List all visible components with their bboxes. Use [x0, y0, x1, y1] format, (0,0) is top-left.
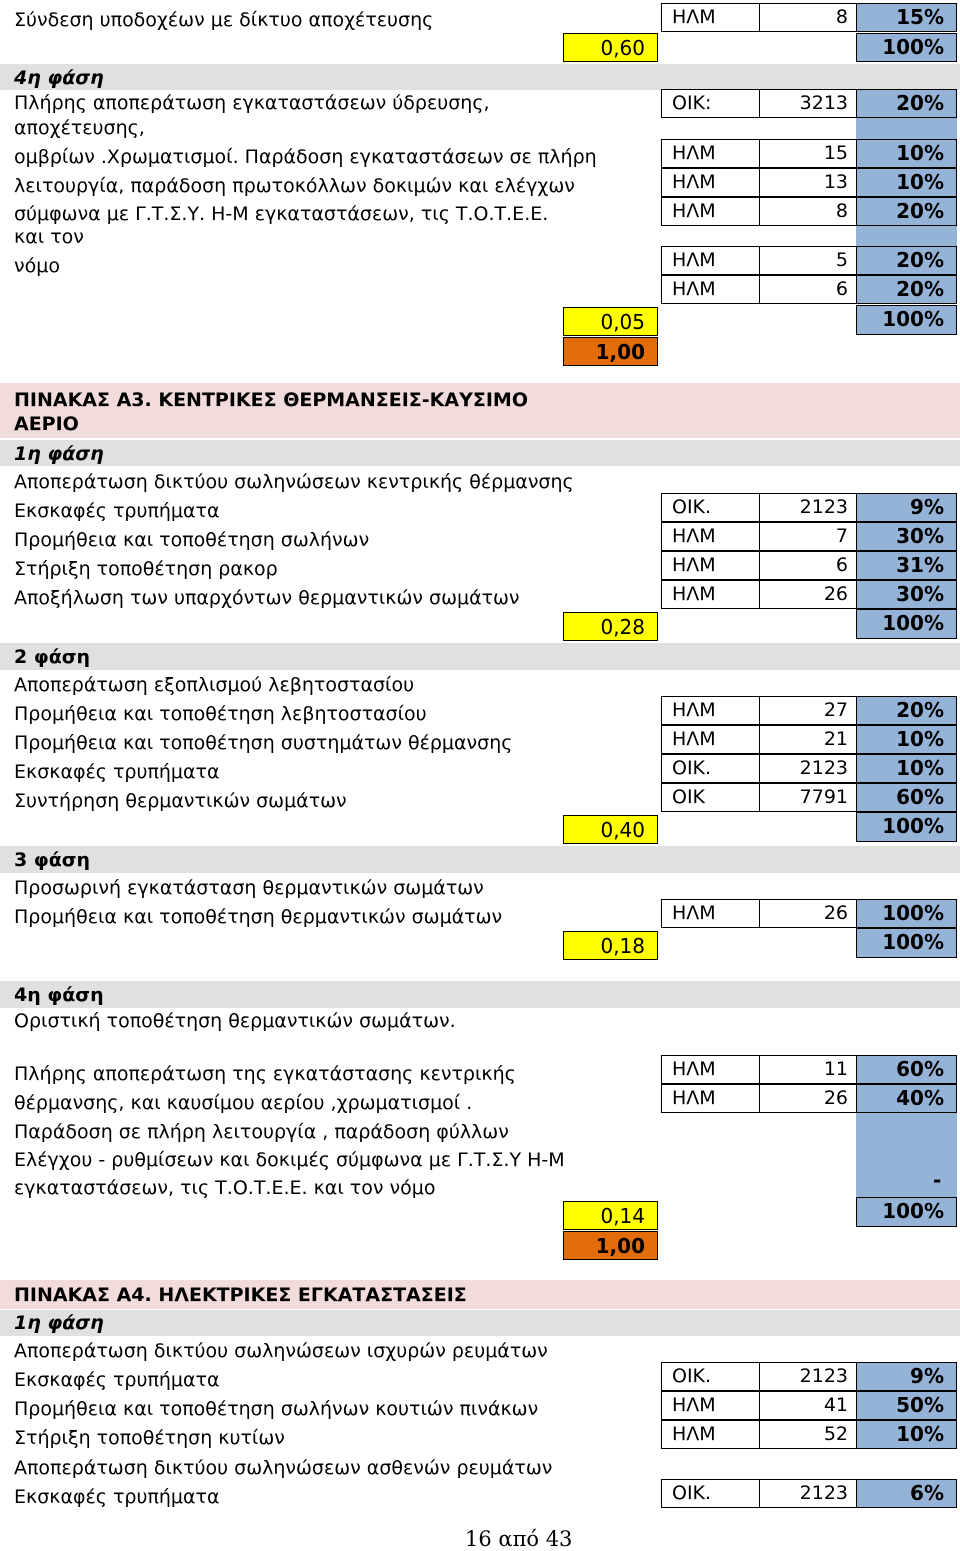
percent-cell: 10% [856, 1420, 957, 1449]
percent-total-cell: 100% [856, 33, 957, 62]
description-line: και τον [14, 226, 84, 248]
subtotal-cell: 0,05 [563, 307, 658, 336]
percent-cell: 9% [856, 1362, 957, 1391]
row-description: Εκσκαφές τρυπήματα [14, 500, 220, 522]
percent-cell: 20% [856, 275, 957, 304]
quantity-cell: 2123 [759, 754, 857, 783]
row-description: Εκσκαφές τρυπήματα [14, 1486, 220, 1508]
code-cell: ΗΛΜ [661, 246, 760, 275]
code-cell: ΟΙΚ. [661, 1479, 760, 1508]
percent-spacer [856, 118, 957, 139]
subtotal-cell: 0,60 [563, 33, 658, 62]
description-line: λειτουργία, παράδοση πρωτοκόλλων δοκιμών και ελέγχων [14, 175, 575, 197]
row-description: Στήριξη τοποθέτηση ρακορ [14, 558, 278, 580]
subtotal-cell: 0,28 [563, 612, 658, 641]
subtotal-cell: 0,18 [563, 931, 658, 960]
percent-cell: 31% [856, 551, 957, 580]
phase-heading: Αποπεράτωση δικτύου σωληνώσεων ασθενών ρευμάτων [14, 1457, 553, 1479]
phase-band [0, 643, 960, 670]
dash-mark: - [933, 1168, 942, 1192]
percent-total-cell: 100% [856, 812, 957, 842]
phase-band [0, 981, 960, 1008]
percent-cell: 10% [856, 754, 957, 783]
percent-cell: 6% [856, 1479, 957, 1508]
phase-heading: Αποπεράτωση δικτύου σωληνώσεων ισχυρών ρευμάτων [14, 1340, 548, 1362]
phase-band [0, 1310, 960, 1336]
row-description: Προμήθεια και τοποθέτηση λεβητοστασίου [14, 703, 427, 725]
percent-cell: 20% [856, 89, 957, 118]
quantity-cell: 41 [759, 1391, 857, 1420]
phase-label: 1η φάση [14, 443, 104, 465]
subtotal-cell: 0,14 [563, 1201, 658, 1230]
phase-band [0, 846, 960, 873]
percent-cell: 9% [856, 493, 957, 522]
quantity-cell: 6 [759, 275, 857, 304]
code-cell: ΗΛΜ [661, 580, 760, 609]
phase-label: 3 φάση [14, 849, 91, 871]
code-cell: ΗΛΜ [661, 522, 760, 551]
row-description: Στήριξη τοποθέτηση κυτίων [14, 1427, 285, 1449]
phase-band [0, 64, 960, 90]
quantity-cell: 26 [759, 580, 857, 609]
phase-heading: Αποπεράτωση εξοπλισμού λεβητοστασίου [14, 674, 415, 696]
code-cell: ΗΛΜ [661, 899, 760, 928]
phase-heading: Προσωρινή εγκατάσταση θερμαντικών σωμάτων [14, 877, 484, 899]
percent-cell: 15% [856, 3, 957, 32]
description-line: θέρμανσης, και καυσίμου αερίου ,χρωματισμοί . [14, 1092, 473, 1114]
quantity-cell: 2123 [759, 493, 857, 522]
percent-total-cell: 100% [856, 1197, 957, 1227]
percent-cell: 100% [856, 899, 957, 928]
quantity-cell: 15 [759, 139, 857, 168]
quantity-cell: 26 [759, 1084, 857, 1113]
quantity-cell: 11 [759, 1055, 857, 1084]
quantity-cell: 3213 [759, 89, 857, 118]
phase-band [0, 440, 960, 466]
percent-cell: 60% [856, 1055, 957, 1084]
code-cell: ΗΛΜ [661, 1391, 760, 1420]
phase-label: 4η φάση [14, 67, 104, 89]
percent-total-cell: 100% [856, 305, 957, 335]
description-line: Πλήρης αποπεράτωση εγκαταστάσεων ύδρευσης, [14, 92, 490, 114]
percent-cell: 60% [856, 783, 957, 812]
table-title: ΠΙΝΑΚΑΣ Α3. ΚΕΝΤΡΙΚΕΣ ΘΕΡΜΑΝΣΕΙΣ-ΚΑΥΣΙΜΟ [14, 389, 528, 411]
code-cell: ΗΛΜ [661, 3, 760, 32]
percent-total-cell: 100% [856, 609, 957, 639]
quantity-cell: 52 [759, 1420, 857, 1449]
phase-label: 1η φάση [14, 1312, 104, 1334]
quantity-cell: 27 [759, 696, 857, 725]
row-description: Αποξήλωση των υπαρχόντων θερμαντικών σωμάτων [14, 587, 520, 609]
code-cell: ΗΛΜ [661, 1420, 760, 1449]
total-cell: 1,00 [563, 1231, 658, 1260]
percent-spacer [856, 226, 957, 246]
percent-cell: 10% [856, 168, 957, 197]
percent-cell: 10% [856, 725, 957, 754]
percent-cell: 40% [856, 1084, 957, 1113]
description-line: Ελέγχου - ρυθμίσεων και δοκιμές σύμφωνα με Γ.Τ.Σ.Υ Η-Μ [14, 1149, 565, 1171]
code-cell: ΟΙΚ. [661, 754, 760, 783]
phase-label: 4η φάση [14, 984, 104, 1006]
phase-heading: Οριστική τοποθέτηση θερμαντικών σωμάτων. [14, 1010, 456, 1032]
description-line: σύμφωνα με Γ.Τ.Σ.Υ. Η-Μ εγκαταστάσεων, τις Τ.Ο.Τ.Ε.Ε. [14, 203, 549, 225]
description-line: Πλήρης αποπεράτωση της εγκατάστασης κεντρικής [14, 1063, 516, 1085]
code-cell: ΗΛΜ [661, 1084, 760, 1113]
code-cell: ΟΙΚ: [661, 89, 760, 118]
percent-cell: 20% [856, 246, 957, 275]
quantity-cell: 2123 [759, 1479, 857, 1508]
table-title: ΠΙΝΑΚΑΣ Α4. ΗΛΕΚΤΡΙΚΕΣ ΕΓΚΑΤΑΣΤΑΣΕΙΣ [14, 1284, 467, 1306]
row-description: Προμήθεια και τοποθέτηση συστημάτων θέρμανσης [14, 732, 513, 754]
phase-heading: Αποπεράτωση δικτύου σωληνώσεων κεντρικής θέρμανσης [14, 471, 574, 493]
description-line: εγκαταστάσεων, τις Τ.Ο.Τ.Ε.Ε. και τον νόμο [14, 1177, 436, 1199]
code-cell: ΗΛΜ [661, 168, 760, 197]
code-cell: ΟΙΚ [661, 783, 760, 812]
description-line: ομβρίων .Χρωματισμοί. Παράδοση εγκαταστάσεων σε πλήρη [14, 146, 597, 168]
row-description: Σύνδεση υποδοχέων με δίκτυο αποχέτευσης [14, 9, 434, 31]
code-cell: ΟΙΚ. [661, 493, 760, 522]
code-cell: ΗΛΜ [661, 1055, 760, 1084]
quantity-cell: 2123 [759, 1362, 857, 1391]
phase-label: 2 φάση [14, 646, 91, 668]
description-line: νόμο [14, 255, 60, 277]
page-number: 16 από 43 [465, 1527, 573, 1551]
percent-cell: 20% [856, 197, 957, 226]
row-description: Προμήθεια και τοποθέτηση θερμαντικών σωμάτων [14, 906, 503, 928]
code-cell: ΗΛΜ [661, 551, 760, 580]
percent-cell: 30% [856, 580, 957, 609]
code-cell: ΗΛΜ [661, 725, 760, 754]
percent-cell: 30% [856, 522, 957, 551]
code-cell: ΟΙΚ. [661, 1362, 760, 1391]
quantity-cell: 21 [759, 725, 857, 754]
quantity-cell: 8 [759, 3, 857, 32]
percent-spacer [856, 1113, 957, 1197]
percent-cell: 20% [856, 696, 957, 725]
quantity-cell: 26 [759, 899, 857, 928]
description-line: Παράδοση σε πλήρη λειτουργία , παράδοση φύλλων [14, 1121, 509, 1143]
quantity-cell: 6 [759, 551, 857, 580]
quantity-cell: 7 [759, 522, 857, 551]
code-cell: ΗΛΜ [661, 696, 760, 725]
quantity-cell: 13 [759, 168, 857, 197]
percent-cell: 10% [856, 139, 957, 168]
row-description: Εκσκαφές τρυπήματα [14, 761, 220, 783]
row-description: Συντήρηση θερμαντικών σωμάτων [14, 790, 347, 812]
percent-cell: 50% [856, 1391, 957, 1420]
percent-total-cell: 100% [856, 928, 957, 958]
code-cell: ΗΛΜ [661, 139, 760, 168]
row-description: Προμήθεια και τοποθέτηση σωλήνων κουτιών πινάκων [14, 1398, 539, 1420]
quantity-cell: 8 [759, 197, 857, 226]
description-line: αποχέτευσης, [14, 117, 145, 139]
table-title: ΑΕΡΙΟ [14, 413, 79, 435]
total-cell: 1,00 [563, 337, 658, 366]
quantity-cell: 5 [759, 246, 857, 275]
code-cell: ΗΛΜ [661, 275, 760, 304]
quantity-cell: 7791 [759, 783, 857, 812]
subtotal-cell: 0,40 [563, 815, 658, 844]
code-cell: ΗΛΜ [661, 197, 760, 226]
row-description: Εκσκαφές τρυπήματα [14, 1369, 220, 1391]
row-description: Προμήθεια και τοποθέτηση σωλήνων [14, 529, 370, 551]
